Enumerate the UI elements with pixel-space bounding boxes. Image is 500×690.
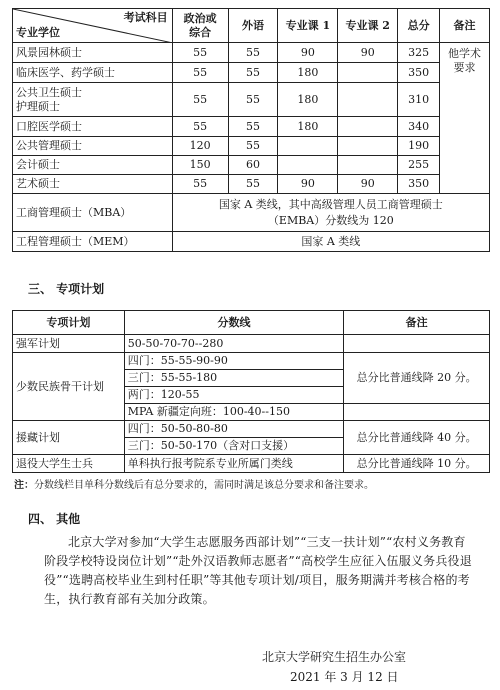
header-major2: 专业课 2: [338, 9, 398, 43]
table-row: [13, 175, 490, 194]
major2-score: 90: [338, 43, 398, 63]
header-politics: 政治或 综合: [172, 9, 228, 43]
section4-heading: 四、 其他: [28, 512, 81, 526]
total-score: 255: [398, 156, 440, 175]
politics-score: 55: [172, 63, 228, 83]
degree-name: 艺术硕士: [13, 175, 173, 194]
foreign-score: 55: [228, 137, 278, 156]
remark-cell: 他学术 要求: [440, 43, 490, 194]
header-subjects: 考试科目: [123, 11, 168, 24]
table-row: [13, 455, 490, 473]
major2-score: 90: [338, 175, 398, 194]
degree-name: 临床医学、药学硕士: [13, 63, 173, 83]
corner-header: [13, 9, 173, 43]
note-text: 分数线栏目单科分数线后有总分要求的，需同时满足该总分要求和备注要求。: [34, 480, 374, 491]
table-note: [14, 476, 374, 491]
table-row: [13, 83, 490, 117]
degree-name: 口腔医学硕士: [13, 117, 173, 137]
score-line: 三门：55-55-180: [124, 370, 344, 387]
major1-score: 180: [278, 83, 338, 117]
major1-score: [278, 137, 338, 156]
score-line: 四门：55-55-90-90: [124, 353, 344, 370]
table-row: [13, 137, 490, 156]
total-score: 310: [398, 83, 440, 117]
note-label: 注：: [14, 480, 34, 491]
degree-name: 工程管理硕士（MEM）: [13, 232, 173, 252]
major2-score: [338, 156, 398, 175]
major2-score: [338, 117, 398, 137]
table-row: [13, 117, 490, 137]
professional-degree-score-table: [12, 8, 490, 252]
header-degree: 专业学位: [16, 26, 60, 39]
header-foreign: 外语: [228, 9, 278, 43]
major1-score: [278, 156, 338, 175]
politics-score: 55: [172, 175, 228, 194]
header-score-line: 分数线: [124, 311, 344, 335]
section3-heading: 三、 专项计划: [28, 282, 105, 296]
total-score: 340: [398, 117, 440, 137]
major1-score: 90: [278, 175, 338, 194]
header-remark: 备注: [440, 9, 490, 43]
total-score: 190: [398, 137, 440, 156]
politics-score: 120: [172, 137, 228, 156]
plan-name: 援藏计划: [13, 421, 125, 455]
major1-score: 180: [278, 117, 338, 137]
table-row: [13, 156, 490, 175]
section4-paragraph: 北京大学对参加“大学生志愿服务西部计划”“三支一扶计划”“农村义务教育阶段学校特设岗位计划”“赴外汉语教师志愿者”“高校学生应征入伍服义务兵役退役”“选聘高校毕业生到村任职”等其他专项计划/项目，服务期满并考核合格的考生，执行教育部有关加分政策。: [44, 535, 472, 606]
politics-score: 55: [172, 117, 228, 137]
major2-score: [338, 137, 398, 156]
degree-name: 公共卫生硕士 护理硕士: [13, 83, 173, 117]
foreign-score: 55: [228, 63, 278, 83]
score-line: 三门：50-50-170（含对口支援）: [124, 438, 344, 455]
table-row: [13, 194, 490, 232]
foreign-score: 55: [228, 117, 278, 137]
politics-score: 150: [172, 156, 228, 175]
foreign-score: 60: [228, 156, 278, 175]
foreign-score: 55: [228, 175, 278, 194]
table-row: [13, 353, 490, 370]
total-score: 325: [398, 43, 440, 63]
total-score: 350: [398, 175, 440, 194]
plan-note: [344, 335, 490, 353]
header-note: 备注: [344, 311, 490, 335]
plan-name: 少数民族骨干计划: [13, 353, 125, 421]
plan-note: [344, 404, 490, 421]
mba-score-text: 国家 A 类线，其中高级管理人员工商管理硕士 （EMBA）分数线为 120: [172, 194, 489, 232]
score-line: 两门：120-55: [124, 387, 344, 404]
score-line: 单科执行报考院系专业所属门类线: [124, 455, 344, 473]
foreign-score: 55: [228, 43, 278, 63]
special-plan-table: [12, 310, 490, 473]
table-row: [13, 63, 490, 83]
header-plan: 专项计划: [13, 311, 125, 335]
score-line: 50-50-70-70--280: [124, 335, 344, 353]
table-row: [13, 43, 490, 63]
plan-name: 退役大学生士兵: [13, 455, 125, 473]
major2-score: [338, 63, 398, 83]
major2-score: [338, 83, 398, 117]
header-major1: 专业课 1: [278, 9, 338, 43]
score-line: 四门：50-50-80-80: [124, 421, 344, 438]
signature-date: 2021 年 3 月 12 日: [290, 670, 399, 684]
degree-name: 工商管理硕士（MBA）: [13, 194, 173, 232]
plan-name: 强军计划: [13, 335, 125, 353]
politics-score: 55: [172, 43, 228, 63]
header-total: 总分: [398, 9, 440, 43]
signature-org: 北京大学研究生招生办公室: [262, 650, 407, 664]
major1-score: 90: [278, 43, 338, 63]
table-row: [13, 335, 490, 353]
major1-score: 180: [278, 63, 338, 83]
degree-name: 公共管理硕士: [13, 137, 173, 156]
politics-score: 55: [172, 83, 228, 117]
plan-note: 总分比普通线降 10 分。: [344, 455, 490, 473]
table-row: [13, 421, 490, 438]
plan-note: 总分比普通线降 20 分。: [344, 353, 490, 404]
mem-score-text: 国家 A 类线: [172, 232, 489, 252]
plan-note: 总分比普通线降 40 分。: [344, 421, 490, 455]
total-score: 350: [398, 63, 440, 83]
degree-name: 会计硕士: [13, 156, 173, 175]
foreign-score: 55: [228, 83, 278, 117]
degree-name: 风景园林硕士: [13, 43, 173, 63]
table-row: [13, 232, 490, 252]
score-line: MPA 新疆定向班：100-40--150: [124, 404, 344, 421]
